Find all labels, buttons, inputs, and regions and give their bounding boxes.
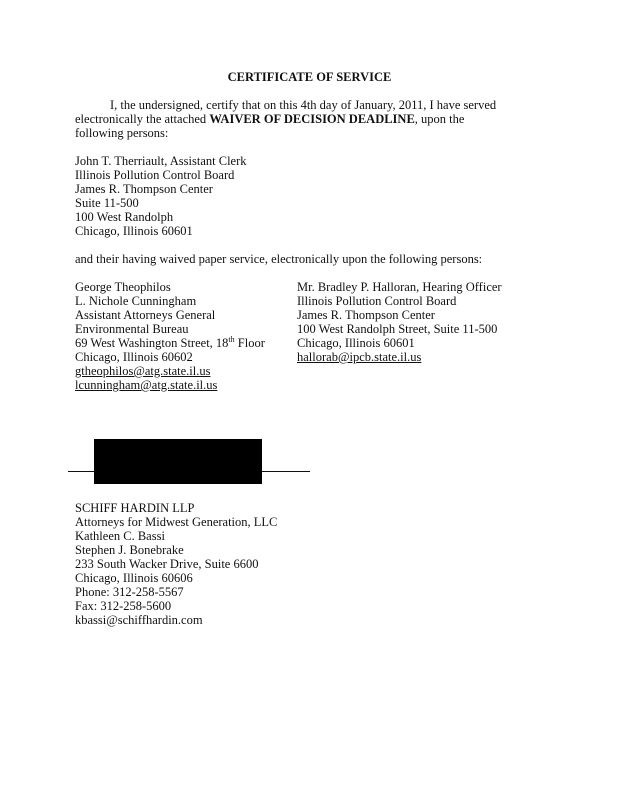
recipient-line: Assistant Attorneys General xyxy=(75,308,216,322)
redacted-signature xyxy=(94,439,262,484)
clerk-address-line: 100 West Randolph xyxy=(75,210,174,224)
firm-line: SCHIFF HARDIN LLP xyxy=(75,501,195,515)
firm-line: Phone: 312-258-5567 xyxy=(75,585,184,599)
left-recipient-block xyxy=(75,280,265,392)
email-link[interactable]: kbassi@schiffhardin.com xyxy=(75,613,203,627)
firm-line: Attorneys for Midwest Generation, LLC xyxy=(75,515,278,529)
firm-line: Stephen J. Bonebrake xyxy=(75,543,184,557)
clerk-address-block xyxy=(75,154,247,238)
intro-paragraph xyxy=(75,98,510,140)
recipient-line: George Theophilos xyxy=(75,280,171,294)
clerk-address-line: Chicago, Illinois 60601 xyxy=(75,224,193,238)
recipient-line xyxy=(75,336,265,350)
firm-line: Fax: 312-258-5600 xyxy=(75,599,172,613)
ordinal-suffix: th xyxy=(228,334,235,344)
email-link[interactable]: lcunningham@atg.state.il.us xyxy=(75,378,218,392)
recipient-line: 100 West Randolph Street, Suite 11-500 xyxy=(297,322,498,336)
floor-label: Floor xyxy=(234,336,265,350)
recipient-line: Chicago, Illinois 60602 xyxy=(75,350,193,364)
recipient-line: Illinois Pollution Control Board xyxy=(297,294,457,308)
email-link[interactable]: gtheophilos@atg.state.il.us xyxy=(75,364,211,378)
firm-line: 233 South Wacker Drive, Suite 6600 xyxy=(75,557,259,571)
firm-line: Chicago, Illinois 60606 xyxy=(75,571,193,585)
firm-line: Kathleen C. Bassi xyxy=(75,529,165,543)
document-title: CERTIFICATE OF SERVICE xyxy=(227,70,392,84)
recipient-line: Environmental Bureau xyxy=(75,322,189,336)
intro-text-end: , upon the following persons: xyxy=(75,112,465,140)
intro-document-name: WAIVER OF DECISION DEADLINE xyxy=(209,112,415,126)
clerk-address-line: James R. Thompson Center xyxy=(75,182,213,196)
email-link[interactable]: hallorab@ipcb.state.il.us xyxy=(297,350,422,364)
clerk-address-line: Suite 11-500 xyxy=(75,196,139,210)
recipient-line: Mr. Bradley P. Halloran, Hearing Officer xyxy=(297,280,502,294)
waived-service-text: and their having waived paper service, electronically upon the following persons: xyxy=(75,252,483,266)
recipient-line: James R. Thompson Center xyxy=(297,308,435,322)
intro-text-start: I, the undersigned, certify that on this 4th day of January, 2011, I have served electronically the attached xyxy=(75,98,497,126)
clerk-address-line: Illinois Pollution Control Board xyxy=(75,168,235,182)
recipient-line: Chicago, Illinois 60601 xyxy=(297,336,415,350)
street-address: 69 West Washington Street, 18 xyxy=(75,336,229,350)
clerk-address-line: John T. Therriault, Assistant Clerk xyxy=(75,154,247,168)
right-recipient-block xyxy=(297,280,502,364)
firm-signature-block xyxy=(75,501,277,627)
recipient-line: L. Nichole Cunningham xyxy=(75,294,197,308)
